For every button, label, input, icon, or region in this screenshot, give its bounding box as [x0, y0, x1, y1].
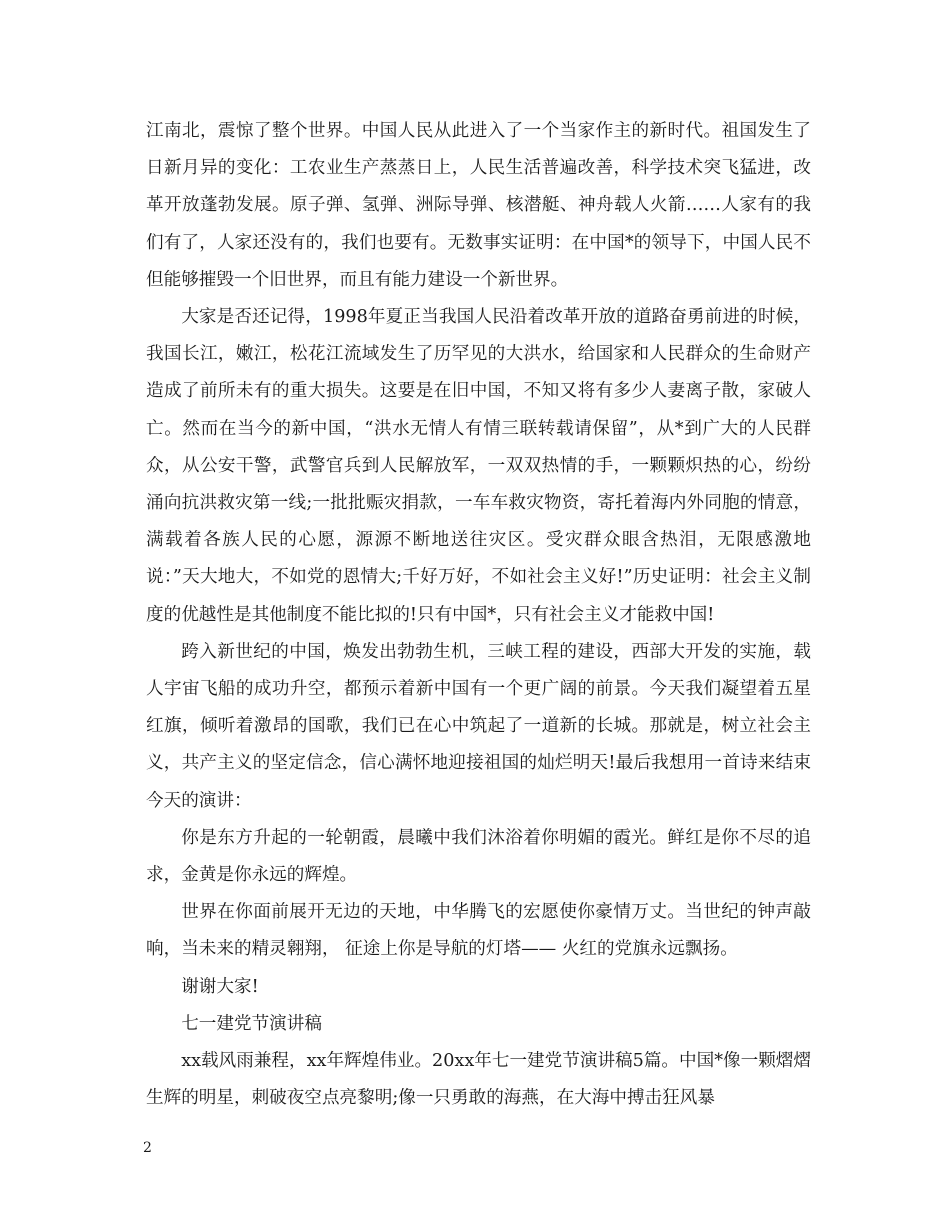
section-heading: 七一建党节演讲稿 [181, 1013, 322, 1034]
paragraph-new-century: 跨入新世纪的中国，焕发出勃勃生机，三峡工程的建设，西部大开发的实施，载人宇宙飞船的成功升空，都预示着新中国有一个更广阔的前景。今天我们凝望着五星红旗，倾听着激昂的国歌，我们已在心中筑起了一道新的长城。那就是，树立社会主义，共产主义的坚定信念，信心满怀地迎接祖国的灿烂明天!最后我想用一首诗来结束今天的演讲： [146, 641, 811, 811]
document-body [146, 113, 811, 1117]
paragraph-poem-stanza-1: 你是东方升起的一轮朝霞，晨曦中我们沐浴着你明媚的霞光。鲜红是你不尽的追求，金黄是你永远的辉煌。 [146, 827, 811, 886]
paragraph-flood-relief: 大家是否还记得，1998年夏正当我国人民沿着改革开放的道路奋勇前进的时候，我国长江，嫩江，松花江流域发生了历罕见的大洪水，给国家和人民群众的生命财产造成了前所未有的重大损失。这要是在旧中国，不知又将有多少人妻离子散，家破人亡。然而在当今的新中国，“洪水无情人有情三联转载请保留”，从*到广大的人民群众，从公安干警，武警官兵到人民解放军，一双双热情的手，一颗颗炽热的心，纷纷涌向抗洪救灾第一线;一批批赈灾捐款，一车车救灾物资，寄托着海内外同胞的情意，满载着各族人民的心愿，源源不断地送往灾区。受灾群众眼含热泪，无限感激地说：”天大地大，不如党的恩情大;千好万好，不如社会主义好!”历史证明：社会主义制度的优越性是其他制度不能比拟的!只有中国*，只有社会主义才能救中国! [146, 307, 811, 625]
page-number: 2 [143, 1140, 152, 1156]
paragraph-poem-stanza-2: 世界在你面前展开无边的天地，中华腾飞的宏愿使你豪情万丈。当世纪的钟声敲响，当未来的精灵翱翔， 征途上你是导航的灯塔—— 火红的党旗永远飘扬。 [146, 902, 811, 960]
paragraph-thanks: 谢谢大家! [181, 976, 259, 997]
paragraph-speech-intro: xx载风雨兼程，xx年辉煌伟业。20xx年七一建党节演讲稿5篇。中国*像一颗熠熠生辉的明星，刺破夜空点亮黎明;像一只勇敢的海燕，在大海中搏击狂风暴 [146, 1051, 811, 1109]
paragraph-continuation: 江南北，震惊了整个世界。中国人民从此进入了一个当家作主的新时代。祖国发生了日新月异的变化：工农业生产蒸蒸日上，人民生活普遍改善，科学技术突飞猛进，改革开放蓬勃发展。原子弹、氢弹、洲际导弹、核潜艇、神舟载人火箭……人家有的我们有了，人家还没有的，我们也要有。无数事实证明：在中国*的领导下，中国人民不但能够摧毁一个旧世界，而且有能力建设一个新世界。 [146, 121, 811, 290]
